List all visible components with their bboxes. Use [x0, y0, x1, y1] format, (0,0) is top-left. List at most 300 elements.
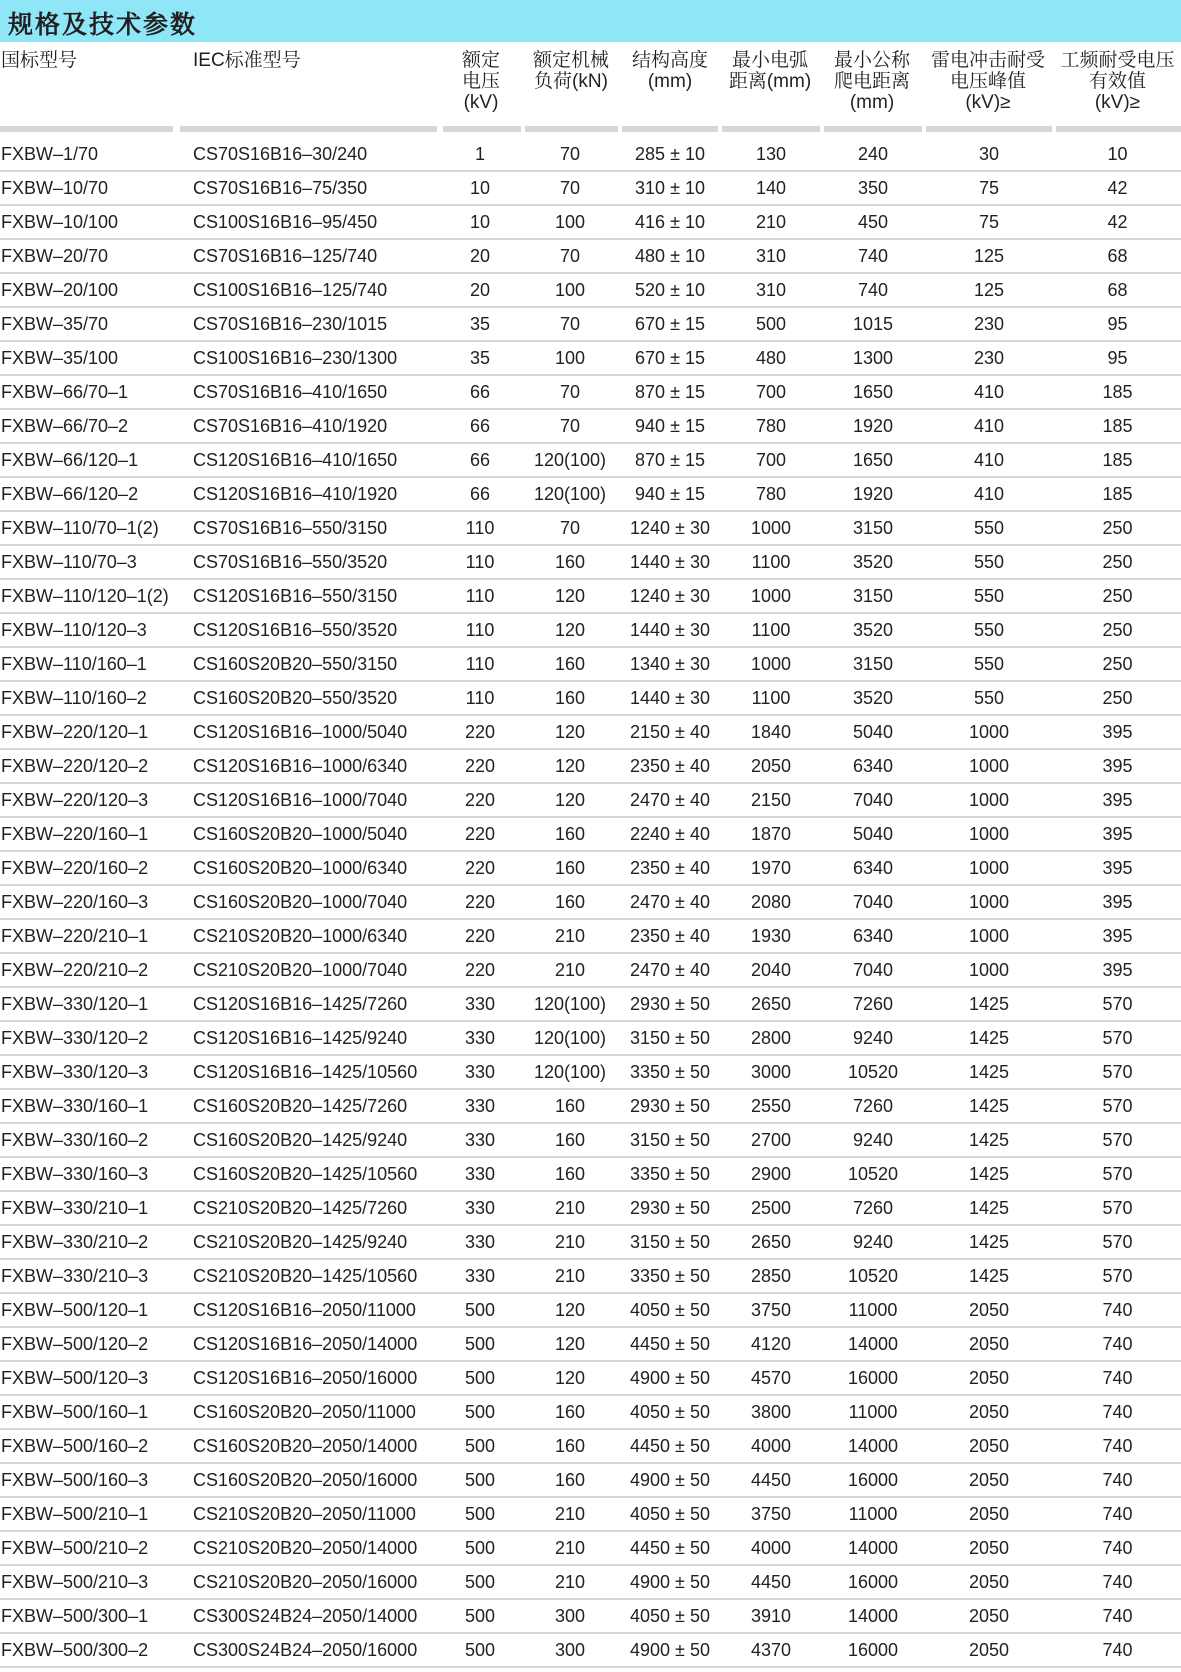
cell-power-frequency: 250	[1054, 647, 1181, 681]
cell-mechanical-load: 100	[520, 205, 620, 239]
cell-structure-height: 870 ± 15	[620, 375, 720, 409]
cell-power-frequency: 570	[1054, 987, 1181, 1021]
cell-mechanical-load: 160	[520, 1157, 620, 1191]
cell-structure-height: 670 ± 15	[620, 307, 720, 341]
cell-iec-model: CS160S20B20–550/3520	[175, 681, 440, 715]
cell-power-frequency: 570	[1054, 1157, 1181, 1191]
cell-gb-model: FXBW–66/120–1	[0, 443, 175, 477]
header-divider	[1056, 126, 1181, 132]
cell-iec-model: CS160S20B20–1425/9240	[175, 1123, 440, 1157]
cell-lightning-impulse: 230	[924, 307, 1054, 341]
cell-structure-height: 3350 ± 50	[620, 1157, 720, 1191]
cell-lightning-impulse: 2050	[924, 1463, 1054, 1497]
header-creepage-distance: 最小公称 爬电距离 (mm)	[833, 50, 910, 113]
cell-power-frequency: 570	[1054, 1191, 1181, 1225]
table-row	[0, 1225, 1181, 1259]
cell-gb-model: FXBW–35/70	[0, 307, 175, 341]
cell-structure-height: 4050 ± 50	[620, 1293, 720, 1327]
cell-structure-height: 2930 ± 50	[620, 1191, 720, 1225]
cell-mechanical-load: 160	[520, 1463, 620, 1497]
cell-iec-model: CS120S16B16–2050/16000	[175, 1361, 440, 1395]
cell-rated-voltage: 220	[440, 817, 520, 851]
cell-structure-height: 3350 ± 50	[620, 1055, 720, 1089]
cell-creepage-distance: 1920	[822, 477, 924, 511]
table-row	[0, 273, 1181, 307]
cell-gb-model: FXBW–110/120–1(2)	[0, 579, 175, 613]
cell-structure-height: 2150 ± 40	[620, 715, 720, 749]
cell-power-frequency: 42	[1054, 171, 1181, 205]
cell-power-frequency: 740	[1054, 1327, 1181, 1361]
cell-gb-model: FXBW–330/120–3	[0, 1055, 175, 1089]
cell-rated-voltage: 330	[440, 1089, 520, 1123]
cell-mechanical-load: 120(100)	[520, 987, 620, 1021]
cell-iec-model: CS160S20B20–550/3150	[175, 647, 440, 681]
cell-creepage-distance: 14000	[822, 1531, 924, 1565]
table-row	[0, 613, 1181, 647]
cell-iec-model: CS160S20B20–2050/16000	[175, 1463, 440, 1497]
cell-power-frequency: 68	[1054, 273, 1181, 307]
cell-mechanical-load: 210	[520, 1259, 620, 1293]
cell-iec-model: CS160S20B20–1425/10560	[175, 1157, 440, 1191]
cell-creepage-distance: 6340	[822, 919, 924, 953]
table-row	[0, 307, 1181, 341]
cell-iec-model: CS70S16B16–75/350	[175, 171, 440, 205]
cell-mechanical-load: 160	[520, 1089, 620, 1123]
cell-lightning-impulse: 1425	[924, 1157, 1054, 1191]
cell-gb-model: FXBW–220/210–1	[0, 919, 175, 953]
cell-creepage-distance: 3150	[822, 579, 924, 613]
table-row	[0, 1361, 1181, 1395]
cell-arc-distance: 2080	[720, 885, 822, 919]
cell-arc-distance: 1000	[720, 579, 822, 613]
cell-creepage-distance: 9240	[822, 1021, 924, 1055]
cell-mechanical-load: 160	[520, 647, 620, 681]
cell-mechanical-load: 100	[520, 273, 620, 307]
cell-power-frequency: 740	[1054, 1599, 1181, 1633]
cell-power-frequency: 95	[1054, 341, 1181, 375]
cell-lightning-impulse: 410	[924, 443, 1054, 477]
cell-power-frequency: 740	[1054, 1463, 1181, 1497]
cell-mechanical-load: 300	[520, 1633, 620, 1667]
cell-rated-voltage: 10	[440, 171, 520, 205]
cell-power-frequency: 395	[1054, 749, 1181, 783]
cell-structure-height: 480 ± 10	[620, 239, 720, 273]
cell-lightning-impulse: 2050	[924, 1429, 1054, 1463]
header-divider	[722, 126, 820, 132]
cell-mechanical-load: 120	[520, 1327, 620, 1361]
cell-gb-model: FXBW–35/100	[0, 341, 175, 375]
cell-gb-model: FXBW–500/120–1	[0, 1293, 175, 1327]
cell-iec-model: CS100S16B16–230/1300	[175, 341, 440, 375]
cell-iec-model: CS160S20B20–1000/5040	[175, 817, 440, 851]
cell-lightning-impulse: 75	[924, 205, 1054, 239]
cell-power-frequency: 250	[1054, 511, 1181, 545]
cell-structure-height: 3150 ± 50	[620, 1225, 720, 1259]
cell-arc-distance: 4570	[720, 1361, 822, 1395]
cell-rated-voltage: 220	[440, 919, 520, 953]
table-row	[0, 953, 1181, 987]
cell-structure-height: 1340 ± 30	[620, 647, 720, 681]
table-row	[0, 783, 1181, 817]
cell-structure-height: 1240 ± 30	[620, 511, 720, 545]
cell-lightning-impulse: 30	[924, 138, 1054, 171]
cell-arc-distance: 3750	[720, 1497, 822, 1531]
cell-arc-distance: 700	[720, 443, 822, 477]
table-row	[0, 375, 1181, 409]
header-iec-model: IEC标准型号	[193, 50, 301, 71]
cell-structure-height: 2470 ± 40	[620, 783, 720, 817]
cell-iec-model: CS300S24B24–2050/14000	[175, 1599, 440, 1633]
cell-arc-distance: 210	[720, 205, 822, 239]
cell-arc-distance: 1930	[720, 919, 822, 953]
cell-structure-height: 4050 ± 50	[620, 1395, 720, 1429]
cell-lightning-impulse: 2050	[924, 1531, 1054, 1565]
cell-power-frequency: 68	[1054, 239, 1181, 273]
cell-creepage-distance: 16000	[822, 1463, 924, 1497]
cell-rated-voltage: 35	[440, 341, 520, 375]
table-row	[0, 171, 1181, 205]
table-row	[0, 987, 1181, 1021]
cell-rated-voltage: 500	[440, 1497, 520, 1531]
table-row	[0, 1327, 1181, 1361]
table-row	[0, 1565, 1181, 1599]
cell-rated-voltage: 20	[440, 273, 520, 307]
cell-power-frequency: 42	[1054, 205, 1181, 239]
cell-iec-model: CS160S20B20–2050/14000	[175, 1429, 440, 1463]
cell-arc-distance: 3910	[720, 1599, 822, 1633]
cell-power-frequency: 740	[1054, 1395, 1181, 1429]
cell-gb-model: FXBW–330/210–3	[0, 1259, 175, 1293]
cell-mechanical-load: 120	[520, 579, 620, 613]
cell-lightning-impulse: 1000	[924, 783, 1054, 817]
cell-arc-distance: 2800	[720, 1021, 822, 1055]
cell-rated-voltage: 35	[440, 307, 520, 341]
cell-arc-distance: 2700	[720, 1123, 822, 1157]
cell-lightning-impulse: 2050	[924, 1599, 1054, 1633]
cell-arc-distance: 780	[720, 477, 822, 511]
cell-structure-height: 940 ± 15	[620, 409, 720, 443]
cell-iec-model: CS210S20B20–1425/10560	[175, 1259, 440, 1293]
cell-structure-height: 1440 ± 30	[620, 545, 720, 579]
cell-mechanical-load: 120	[520, 1361, 620, 1395]
cell-lightning-impulse: 550	[924, 511, 1054, 545]
table-row	[0, 1021, 1181, 1055]
cell-gb-model: FXBW–500/210–1	[0, 1497, 175, 1531]
cell-lightning-impulse: 1425	[924, 1089, 1054, 1123]
cell-power-frequency: 185	[1054, 443, 1181, 477]
cell-gb-model: FXBW–330/120–2	[0, 1021, 175, 1055]
cell-structure-height: 2470 ± 40	[620, 953, 720, 987]
cell-iec-model: CS120S16B16–1425/9240	[175, 1021, 440, 1055]
cell-creepage-distance: 740	[822, 273, 924, 307]
cell-lightning-impulse: 550	[924, 545, 1054, 579]
cell-arc-distance: 4000	[720, 1429, 822, 1463]
cell-rated-voltage: 500	[440, 1395, 520, 1429]
table-row	[0, 1463, 1181, 1497]
cell-power-frequency: 740	[1054, 1531, 1181, 1565]
cell-mechanical-load: 160	[520, 1395, 620, 1429]
table-row	[0, 205, 1181, 239]
cell-iec-model: CS120S16B16–1425/10560	[175, 1055, 440, 1089]
cell-structure-height: 2350 ± 40	[620, 851, 720, 885]
cell-lightning-impulse: 2050	[924, 1395, 1054, 1429]
cell-gb-model: FXBW–1/70	[0, 138, 175, 171]
cell-structure-height: 285 ± 10	[620, 138, 720, 171]
cell-creepage-distance: 7040	[822, 783, 924, 817]
cell-lightning-impulse: 1000	[924, 885, 1054, 919]
cell-structure-height: 4450 ± 50	[620, 1327, 720, 1361]
cell-power-frequency: 570	[1054, 1055, 1181, 1089]
cell-power-frequency: 250	[1054, 579, 1181, 613]
cell-arc-distance: 1000	[720, 511, 822, 545]
cell-gb-model: FXBW–220/160–1	[0, 817, 175, 851]
cell-creepage-distance: 1650	[822, 375, 924, 409]
cell-rated-voltage: 66	[440, 409, 520, 443]
cell-iec-model: CS120S16B16–1000/7040	[175, 783, 440, 817]
cell-creepage-distance: 240	[822, 138, 924, 171]
cell-structure-height: 2350 ± 40	[620, 749, 720, 783]
cell-power-frequency: 395	[1054, 851, 1181, 885]
cell-gb-model: FXBW–66/120–2	[0, 477, 175, 511]
cell-iec-model: CS210S20B20–1425/9240	[175, 1225, 440, 1259]
cell-lightning-impulse: 1000	[924, 749, 1054, 783]
cell-rated-voltage: 66	[440, 443, 520, 477]
cell-creepage-distance: 14000	[822, 1599, 924, 1633]
cell-mechanical-load: 210	[520, 953, 620, 987]
cell-mechanical-load: 70	[520, 511, 620, 545]
cell-creepage-distance: 11000	[822, 1395, 924, 1429]
cell-mechanical-load: 210	[520, 1497, 620, 1531]
cell-iec-model: CS100S16B16–125/740	[175, 273, 440, 307]
cell-gb-model: FXBW–110/70–1(2)	[0, 511, 175, 545]
cell-arc-distance: 1840	[720, 715, 822, 749]
cell-mechanical-load: 160	[520, 817, 620, 851]
header-lightning-impulse: 雷电冲击耐受 电压峰值 (kV)≥	[930, 50, 1045, 113]
cell-power-frequency: 740	[1054, 1497, 1181, 1531]
cell-gb-model: FXBW–110/160–1	[0, 647, 175, 681]
cell-arc-distance: 2550	[720, 1089, 822, 1123]
cell-gb-model: FXBW–500/300–2	[0, 1633, 175, 1667]
cell-lightning-impulse: 125	[924, 239, 1054, 273]
cell-rated-voltage: 110	[440, 613, 520, 647]
cell-arc-distance: 2850	[720, 1259, 822, 1293]
cell-structure-height: 2350 ± 40	[620, 919, 720, 953]
cell-creepage-distance: 7260	[822, 1191, 924, 1225]
cell-creepage-distance: 5040	[822, 715, 924, 749]
cell-structure-height: 4050 ± 50	[620, 1497, 720, 1531]
cell-power-frequency: 395	[1054, 817, 1181, 851]
cell-iec-model: CS70S16B16–230/1015	[175, 307, 440, 341]
cell-rated-voltage: 500	[440, 1633, 520, 1667]
cell-mechanical-load: 300	[520, 1599, 620, 1633]
table-row	[0, 1123, 1181, 1157]
cell-rated-voltage: 500	[440, 1599, 520, 1633]
cell-rated-voltage: 500	[440, 1429, 520, 1463]
cell-gb-model: FXBW–330/160–3	[0, 1157, 175, 1191]
cell-lightning-impulse: 1000	[924, 953, 1054, 987]
header-structure-height: 结构高度 (mm)	[631, 50, 708, 92]
cell-iec-model: CS210S20B20–2050/11000	[175, 1497, 440, 1531]
header-arc-distance: 最小电弧 距离(mm)	[728, 50, 812, 92]
table-row	[0, 138, 1181, 171]
specs-table	[0, 138, 1181, 1668]
cell-power-frequency: 185	[1054, 409, 1181, 443]
table-row	[0, 1633, 1181, 1667]
table-row	[0, 647, 1181, 681]
table-row	[0, 681, 1181, 715]
cell-creepage-distance: 1650	[822, 443, 924, 477]
cell-mechanical-load: 210	[520, 1565, 620, 1599]
cell-lightning-impulse: 1425	[924, 1259, 1054, 1293]
cell-iec-model: CS160S20B20–2050/11000	[175, 1395, 440, 1429]
cell-mechanical-load: 160	[520, 545, 620, 579]
cell-lightning-impulse: 230	[924, 341, 1054, 375]
cell-structure-height: 2930 ± 50	[620, 987, 720, 1021]
cell-arc-distance: 2050	[720, 749, 822, 783]
cell-mechanical-load: 120(100)	[520, 1055, 620, 1089]
cell-creepage-distance: 9240	[822, 1123, 924, 1157]
cell-gb-model: FXBW–110/70–3	[0, 545, 175, 579]
cell-arc-distance: 130	[720, 138, 822, 171]
cell-rated-voltage: 500	[440, 1361, 520, 1395]
cell-iec-model: CS210S20B20–2050/16000	[175, 1565, 440, 1599]
cell-rated-voltage: 500	[440, 1531, 520, 1565]
cell-iec-model: CS120S16B16–550/3520	[175, 613, 440, 647]
header-divider	[0, 126, 173, 132]
cell-iec-model: CS70S16B16–30/240	[175, 138, 440, 171]
table-row	[0, 817, 1181, 851]
cell-structure-height: 4900 ± 50	[620, 1565, 720, 1599]
cell-mechanical-load: 120	[520, 783, 620, 817]
cell-arc-distance: 1100	[720, 681, 822, 715]
cell-lightning-impulse: 1000	[924, 851, 1054, 885]
cell-rated-voltage: 110	[440, 545, 520, 579]
cell-structure-height: 870 ± 15	[620, 443, 720, 477]
section-title: 规格及技术参数	[8, 11, 198, 39]
header-divider	[525, 126, 618, 132]
cell-creepage-distance: 10520	[822, 1157, 924, 1191]
cell-structure-height: 2240 ± 40	[620, 817, 720, 851]
cell-lightning-impulse: 1000	[924, 919, 1054, 953]
cell-mechanical-load: 100	[520, 341, 620, 375]
cell-gb-model: FXBW–330/210–1	[0, 1191, 175, 1225]
cell-creepage-distance: 3520	[822, 681, 924, 715]
cell-gb-model: FXBW–330/120–1	[0, 987, 175, 1021]
cell-structure-height: 416 ± 10	[620, 205, 720, 239]
cell-creepage-distance: 7260	[822, 987, 924, 1021]
table-row	[0, 545, 1181, 579]
cell-mechanical-load: 210	[520, 919, 620, 953]
cell-gb-model: FXBW–220/120–3	[0, 783, 175, 817]
cell-power-frequency: 740	[1054, 1565, 1181, 1599]
cell-gb-model: FXBW–500/160–3	[0, 1463, 175, 1497]
table-row	[0, 749, 1181, 783]
cell-mechanical-load: 70	[520, 171, 620, 205]
cell-rated-voltage: 220	[440, 749, 520, 783]
cell-gb-model: FXBW–220/160–2	[0, 851, 175, 885]
cell-rated-voltage: 220	[440, 715, 520, 749]
cell-creepage-distance: 16000	[822, 1633, 924, 1667]
cell-rated-voltage: 330	[440, 1191, 520, 1225]
cell-structure-height: 2930 ± 50	[620, 1089, 720, 1123]
cell-lightning-impulse: 550	[924, 681, 1054, 715]
cell-structure-height: 4900 ± 50	[620, 1633, 720, 1667]
cell-rated-voltage: 66	[440, 477, 520, 511]
cell-mechanical-load: 70	[520, 409, 620, 443]
cell-creepage-distance: 11000	[822, 1497, 924, 1531]
cell-mechanical-load: 120(100)	[520, 477, 620, 511]
cell-structure-height: 1240 ± 30	[620, 579, 720, 613]
cell-power-frequency: 740	[1054, 1633, 1181, 1667]
header-divider	[180, 126, 437, 132]
cell-gb-model: FXBW–500/210–2	[0, 1531, 175, 1565]
cell-structure-height: 4900 ± 50	[620, 1463, 720, 1497]
cell-creepage-distance: 10520	[822, 1259, 924, 1293]
cell-lightning-impulse: 410	[924, 409, 1054, 443]
cell-arc-distance: 3000	[720, 1055, 822, 1089]
cell-arc-distance: 1000	[720, 647, 822, 681]
cell-lightning-impulse: 410	[924, 477, 1054, 511]
cell-mechanical-load: 120	[520, 1293, 620, 1327]
cell-gb-model: FXBW–500/120–2	[0, 1327, 175, 1361]
table-row	[0, 885, 1181, 919]
cell-power-frequency: 395	[1054, 953, 1181, 987]
cell-creepage-distance: 3150	[822, 647, 924, 681]
cell-rated-voltage: 1	[440, 138, 520, 171]
cell-lightning-impulse: 1000	[924, 817, 1054, 851]
cell-mechanical-load: 210	[520, 1225, 620, 1259]
cell-iec-model: CS70S16B16–125/740	[175, 239, 440, 273]
cell-rated-voltage: 110	[440, 579, 520, 613]
cell-structure-height: 3150 ± 50	[620, 1123, 720, 1157]
cell-iec-model: CS160S20B20–1000/7040	[175, 885, 440, 919]
cell-arc-distance: 2900	[720, 1157, 822, 1191]
cell-creepage-distance: 740	[822, 239, 924, 273]
cell-creepage-distance: 450	[822, 205, 924, 239]
table-row	[0, 851, 1181, 885]
cell-iec-model: CS160S20B20–1425/7260	[175, 1089, 440, 1123]
cell-iec-model: CS120S16B16–410/1920	[175, 477, 440, 511]
cell-power-frequency: 570	[1054, 1123, 1181, 1157]
table-row	[0, 715, 1181, 749]
cell-lightning-impulse: 550	[924, 613, 1054, 647]
cell-creepage-distance: 14000	[822, 1327, 924, 1361]
cell-creepage-distance: 5040	[822, 817, 924, 851]
cell-gb-model: FXBW–500/300–1	[0, 1599, 175, 1633]
cell-structure-height: 310 ± 10	[620, 171, 720, 205]
cell-iec-model: CS120S16B16–550/3150	[175, 579, 440, 613]
cell-iec-model: CS210S20B20–1000/7040	[175, 953, 440, 987]
cell-iec-model: CS210S20B20–1425/7260	[175, 1191, 440, 1225]
cell-lightning-impulse: 2050	[924, 1497, 1054, 1531]
cell-creepage-distance: 7040	[822, 885, 924, 919]
table-row	[0, 477, 1181, 511]
cell-arc-distance: 480	[720, 341, 822, 375]
cell-arc-distance: 3800	[720, 1395, 822, 1429]
cell-lightning-impulse: 2050	[924, 1361, 1054, 1395]
header-gb-model: 国标型号	[1, 50, 78, 71]
cell-lightning-impulse: 550	[924, 647, 1054, 681]
cell-arc-distance: 780	[720, 409, 822, 443]
table-row	[0, 1395, 1181, 1429]
cell-rated-voltage: 330	[440, 1055, 520, 1089]
cell-power-frequency: 395	[1054, 919, 1181, 953]
cell-structure-height: 1440 ± 30	[620, 681, 720, 715]
cell-creepage-distance: 11000	[822, 1293, 924, 1327]
cell-lightning-impulse: 75	[924, 171, 1054, 205]
cell-lightning-impulse: 410	[924, 375, 1054, 409]
cell-mechanical-load: 160	[520, 1123, 620, 1157]
